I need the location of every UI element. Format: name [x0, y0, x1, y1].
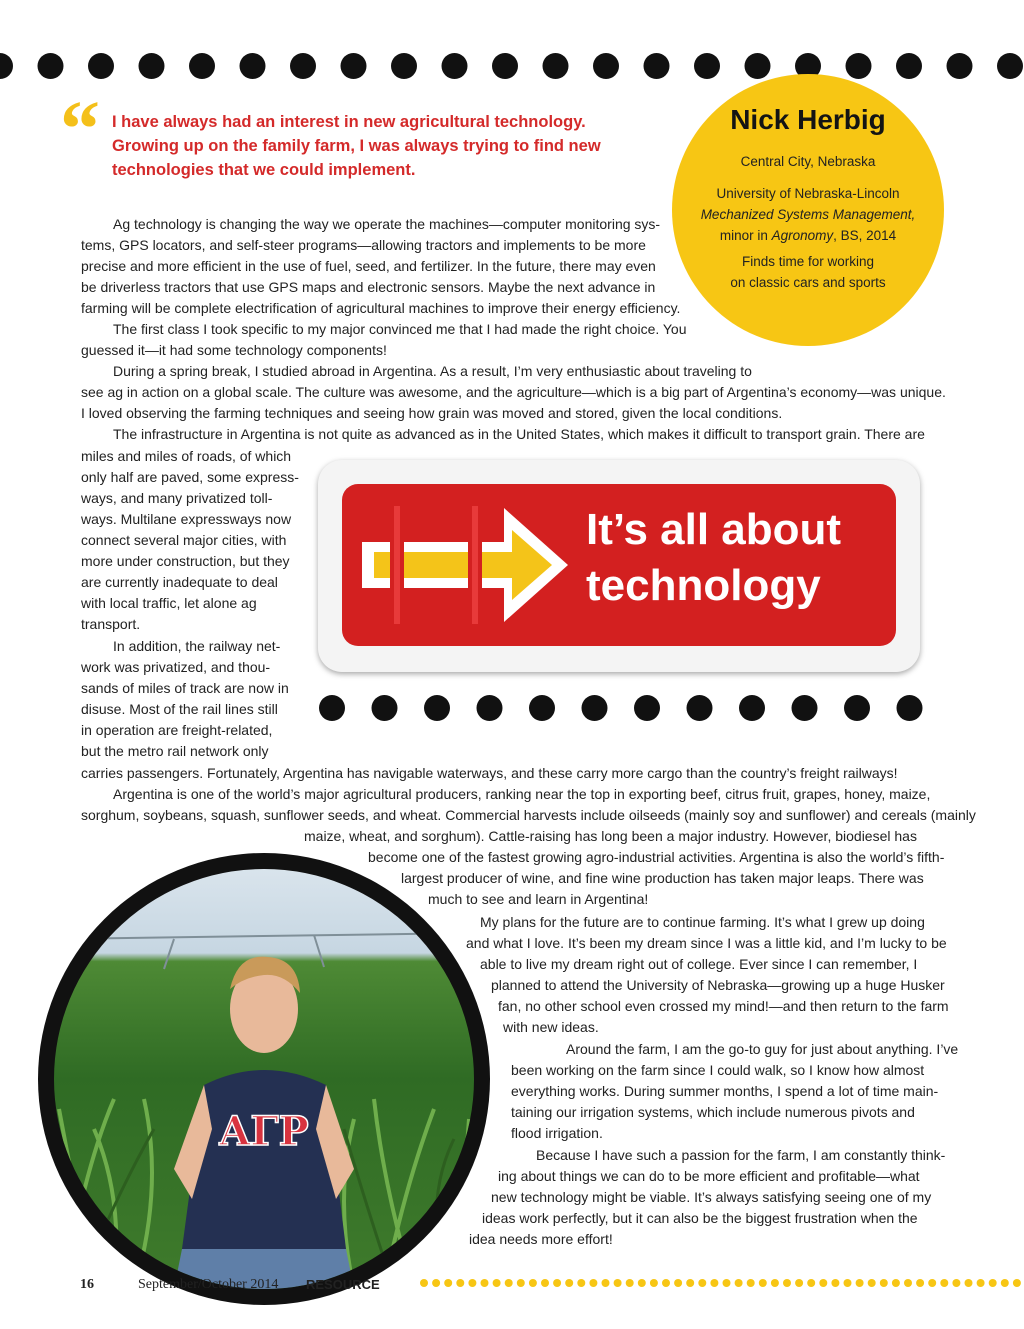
body-text-line: everything works. During summer months, I spend a lot of time main-: [511, 1083, 939, 1099]
decorative-dot: [745, 53, 771, 79]
issue-date: September/October 2014: [138, 1277, 279, 1292]
cornfield-photo: [54, 869, 474, 1289]
body-text-line: more under construction, but they: [81, 553, 290, 569]
decorative-dot: [391, 53, 417, 79]
body-text-line: work was privatized, and thou-: [81, 659, 271, 675]
decorative-dot: [807, 1279, 815, 1287]
decorative-dot: [771, 1279, 779, 1287]
decorative-dot: [432, 1279, 440, 1287]
decorative-dot: [517, 1279, 525, 1287]
decorative-dot: [686, 1279, 694, 1287]
decorative-dot: [420, 1279, 428, 1287]
decorative-dot: [928, 1279, 936, 1287]
decorative-dot: [493, 1279, 501, 1287]
quote-mark: “: [60, 86, 100, 174]
pull-quote-line: technologies that we could implement.: [112, 161, 416, 179]
decorative-dot: [795, 1279, 803, 1287]
body-text-line: much to see and learn in Argentina!: [428, 891, 649, 907]
body-text-line: only half are paved, some express-: [81, 469, 299, 485]
decorative-dot: [940, 1279, 948, 1287]
decorative-dot: [0, 53, 13, 79]
decorative-dot: [541, 1279, 549, 1287]
decorative-dot: [846, 53, 872, 79]
body-text-line: ing about things we can do to be more efficient and profitable—what: [498, 1168, 920, 1184]
decorative-dot: [638, 1279, 646, 1287]
profile-hobby-line: on classic cars and sports: [730, 275, 886, 290]
decorative-dot: [644, 53, 670, 79]
body-text-line: ideas work perfectly, but it can also be the biggest frustration when the: [482, 1210, 918, 1226]
decorative-dot: [947, 53, 973, 79]
body-text-line: largest producer of wine, and fine wine production has taken major leaps. There was: [401, 870, 924, 886]
body-text-line: idea needs more effort!: [469, 1231, 613, 1247]
decorative-dot: [626, 1279, 634, 1287]
decorative-dot: [529, 1279, 537, 1287]
photo-illustration: [54, 869, 474, 1289]
body-text-line: tems, GPS locators, and self-steer programs—allowing tractors and implements to be more: [81, 237, 646, 253]
decorative-dot: [723, 1279, 731, 1287]
profile-major: Mechanized Systems Management,: [700, 207, 916, 222]
profile-minor: [672, 226, 944, 246]
profile-name: Nick Herbig: [730, 104, 886, 135]
decorative-dot: [897, 695, 923, 721]
body-text-line: new technology might be viable. It’s always satisfying seeing one of my: [491, 1189, 932, 1205]
decorative-dot: [442, 53, 468, 79]
profile-hometown: Central City, Nebraska: [740, 154, 876, 169]
decorative-dot: [844, 1279, 852, 1287]
body-text-line: precise and more efficient in the use of fuel, seed, and fertilizer. In the future, there may even: [81, 258, 656, 274]
decorative-dot: [589, 1279, 597, 1287]
decorative-dot: [444, 1279, 452, 1287]
profile-minor-prefix: minor in: [719, 228, 772, 243]
decorative-dot: [735, 1279, 743, 1287]
body-text-line: are currently inadequate to deal: [81, 574, 278, 590]
decorative-dot: [868, 1279, 876, 1287]
decorative-dot: [543, 53, 569, 79]
body-text-line: miles and miles of roads, of which: [81, 448, 292, 464]
pull-quote-line: Growing up on the family farm, I was always trying to find new: [112, 137, 601, 155]
pull-quote-text: [112, 110, 652, 182]
body-text-line: Around the farm, I am the go-to guy for just about anything. I’ve: [566, 1041, 959, 1057]
body-text-line: The first class I took specific to my major convinced me that I had made the right choice. You: [113, 321, 687, 337]
decorative-dot: [904, 1279, 912, 1287]
body-text-line: Argentina is one of the world’s major agricultural producers, ranking near the top in exporting beef, citrus fruit, grapes, honey, maize,: [113, 786, 931, 802]
profile-photo: [38, 853, 490, 1305]
decorative-dot: [698, 1279, 706, 1287]
decorative-dot: [916, 1279, 924, 1287]
body-text-line: Because I have such a passion for the farm, I am constantly think-: [536, 1147, 946, 1163]
body-text-line: able to live my dream right out of college. Ever since I can remember, I: [480, 956, 918, 972]
decorative-dot: [319, 695, 345, 721]
decorative-dot: [602, 1279, 610, 1287]
arrow-right-icon: [354, 500, 594, 630]
pull-quote-line: I have always had an interest in new agricultural technology.: [112, 113, 586, 131]
body-text-line: planned to attend the University of Nebraska—growing up a huge Husker: [491, 977, 945, 993]
decorative-dot: [674, 1279, 682, 1287]
body-text-line: ways, and many privatized toll-: [81, 490, 273, 506]
body-text-line: flood irrigation.: [511, 1125, 603, 1141]
body-text-line: connect several major cities, with: [81, 532, 287, 548]
body-text-line: farming will be complete electrification of agricultural machines to improve their energy efficiency.: [81, 300, 681, 316]
body-text-line: My plans for the future are to continue farming. It’s what I grew up doing: [480, 914, 925, 930]
bottom-dot-row: [418, 1276, 1024, 1290]
decorative-dot: [88, 53, 114, 79]
profile-degree: , BS, 2014: [833, 228, 897, 243]
decorative-dot: [468, 1279, 476, 1287]
decorative-dot: [844, 695, 870, 721]
body-text-line: guessed it—it had some technology components!: [81, 342, 387, 358]
decorative-dot: [747, 1279, 755, 1287]
body-text-line: ways. Multilane expressways now: [81, 511, 292, 527]
decorative-dot: [989, 1279, 997, 1287]
decorative-dot: [529, 695, 555, 721]
decorative-dot: [456, 1279, 464, 1287]
body-text-line: sorghum, soybeans, squash, sunflower seeds, and wheat. Commercial harvests include oilseeds (mainly soy and sunflower) and cereals (mainly: [81, 807, 976, 823]
middle-dot-row: [318, 688, 928, 728]
decorative-dot: [710, 1279, 718, 1287]
shirt-lettering: ΑΓΡ: [219, 1108, 309, 1155]
decorative-dot: [577, 1279, 585, 1287]
decorative-dot: [424, 695, 450, 721]
body-text-line: been working on the farm since I could walk, so I know how almost: [511, 1062, 925, 1078]
decorative-dot: [831, 1279, 839, 1287]
page-number: 16: [80, 1277, 94, 1292]
decorative-dot: [1013, 1279, 1021, 1287]
body-text-line: I loved observing the farming techniques and seeing how grain was moved and stored, given the local conditions.: [81, 405, 783, 421]
decorative-dot: [880, 1279, 888, 1287]
body-text-line: and what I love. It’s been my dream since I was a little kid, and I’m lucky to be: [466, 935, 947, 951]
body-text-line: fan, no other school even crossed my mind!—and then return to the farm: [498, 998, 949, 1014]
body-text-line: transport.: [81, 616, 141, 632]
decorative-dot: [856, 1279, 864, 1287]
decorative-dot: [792, 695, 818, 721]
decorative-dot: [965, 1279, 973, 1287]
decorative-dot: [819, 1279, 827, 1287]
decorative-dot: [662, 1279, 670, 1287]
profile-hobby-line: Finds time for working: [741, 254, 875, 269]
decorative-dot: [582, 695, 608, 721]
decorative-dot: [892, 1279, 900, 1287]
decorative-dot: [687, 695, 713, 721]
decorative-dot: [783, 1279, 791, 1287]
banner-title: [586, 502, 896, 614]
decorative-dot: [477, 695, 503, 721]
decorative-dot: [650, 1279, 658, 1287]
banner-line: technology: [586, 561, 821, 610]
body-text-line: Ag technology is changing the way we operate the machines—computer monitoring sys-: [113, 216, 661, 232]
magazine-name: RESOURCE: [306, 1277, 380, 1292]
banner-line: It’s all about: [586, 505, 842, 554]
decorative-dot: [997, 53, 1023, 79]
body-text-line: in operation are freight-related,: [81, 722, 273, 738]
decorative-dot: [977, 1279, 985, 1287]
decorative-dot: [759, 1279, 767, 1287]
decorative-dot: [634, 695, 660, 721]
body-text-line: maize, wheat, and sorghum). Cattle-raising has long been a major industry. However, biodiesel has: [304, 828, 917, 844]
decorative-dot: [372, 695, 398, 721]
body-text-line: be driverless tractors that use GPS maps and electronic sensors. Maybe the next advance in: [81, 279, 656, 295]
profile-school: University of Nebraska-Lincoln: [716, 186, 900, 201]
body-text-line: with local traffic, let alone ag: [81, 595, 257, 611]
decorative-dot: [593, 53, 619, 79]
profile-circle: [672, 74, 944, 346]
body-text-line: During a spring break, I studied abroad in Argentina. As a result, I’m very enthusiastic about traveling to: [113, 363, 752, 379]
banner-red-panel: [342, 484, 896, 646]
decorative-dot: [694, 53, 720, 79]
body-text-line: with new ideas.: [503, 1019, 599, 1035]
decorative-dot: [952, 1279, 960, 1287]
profile-minor-field: Agronomy: [771, 228, 834, 243]
decorative-dot: [614, 1279, 622, 1287]
body-text-line: but the metro rail network only: [81, 743, 269, 759]
body-text-line: In addition, the railway net-: [113, 638, 281, 654]
top-dot-border: [0, 48, 1024, 84]
decorative-dot: [1001, 1279, 1009, 1287]
decorative-dot: [505, 1279, 513, 1287]
decorative-dot: [739, 695, 765, 721]
body-text-line: taining our irrigation systems, which include numerous pivots and: [511, 1104, 915, 1120]
body-text-line: disuse. Most of the rail lines still: [81, 701, 278, 717]
decorative-dot: [341, 53, 367, 79]
technology-banner: [318, 460, 920, 672]
decorative-dot: [189, 53, 215, 79]
decorative-dot: [492, 53, 518, 79]
body-text-line: carries passengers. Fortunately, Argentina has navigable waterways, and these carry more cargo than the country’s freight railways!: [81, 765, 898, 781]
decorative-dot: [38, 53, 64, 79]
body-text-line: The infrastructure in Argentina is not quite as advanced as in the United States, which makes it difficult to transport grain. There are: [113, 426, 925, 442]
decorative-dot: [139, 53, 165, 79]
decorative-dot: [290, 53, 316, 79]
body-text-line: see ag in action on a global scale. The culture was awesome, and the agriculture—which is a big part of Argentina’s economy—was unique.: [81, 384, 946, 400]
body-text-line: sands of miles of track are now in: [81, 680, 289, 696]
decorative-dot: [896, 53, 922, 79]
decorative-dot: [565, 1279, 573, 1287]
body-text-line: become one of the fastest growing agro-industrial activities. Argentina is also the world’s fifth-: [368, 849, 945, 865]
decorative-dot: [481, 1279, 489, 1287]
decorative-dot: [553, 1279, 561, 1287]
decorative-dot: [240, 53, 266, 79]
